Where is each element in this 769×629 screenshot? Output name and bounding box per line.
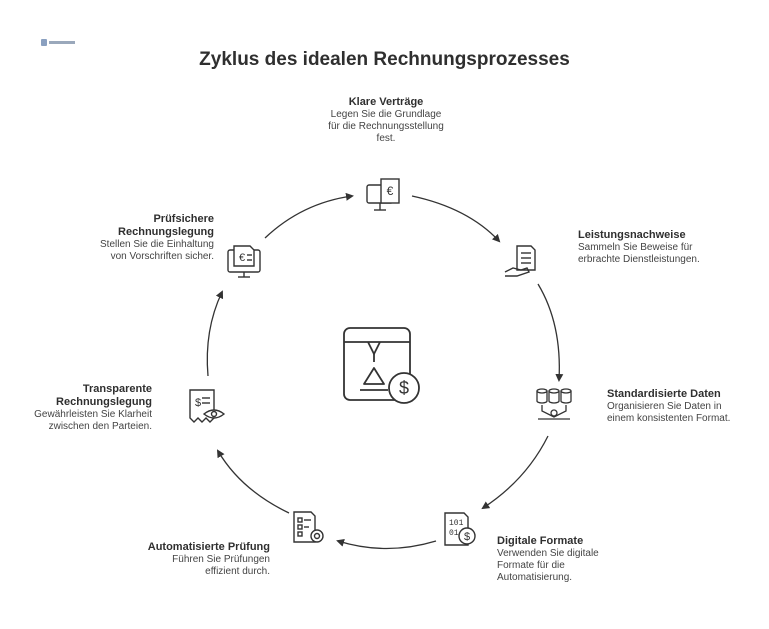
arrow-2: [538, 284, 559, 380]
step-description-line: fest.: [376, 133, 396, 144]
svg-text:101: 101: [449, 519, 464, 528]
step-title: Digitale Formate: [497, 535, 584, 547]
step-title: Rechnungslegung: [56, 396, 152, 408]
step-transparent-accounting: [10, 383, 152, 433]
step-description-line: Stellen Sie die Einhaltung: [100, 239, 214, 250]
step-digital-formats: [497, 535, 657, 584]
receipt-eye-icon: [186, 388, 226, 424]
svg-text:$: $: [463, 531, 471, 543]
arrow-6: [207, 292, 222, 376]
step-description-line: Sammeln Sie Beweise für: [578, 242, 693, 253]
binary-dollar-document-icon: [442, 511, 478, 547]
step-description-line: für die Rechnungsstellung: [328, 121, 444, 132]
diagram-title: Zyklus des idealen Rechnungsprozesses: [199, 49, 570, 70]
step-description-line: Formate für die: [497, 560, 565, 571]
arrow-5: [218, 451, 289, 513]
step-description-line: Automatisierung.: [497, 572, 573, 583]
svg-text:01: 01: [449, 529, 459, 538]
step-description-line: Organisieren Sie Daten in: [607, 401, 722, 412]
arrow-1: [412, 196, 499, 241]
step-title: Automatisierte Prüfung: [147, 541, 270, 553]
step-title: Transparente: [82, 383, 152, 395]
checklist-gear-icon: [291, 510, 327, 546]
svg-text:$: $: [195, 397, 202, 409]
step-description-line: von Vorschriften sicher.: [110, 251, 214, 262]
step-title: Klare Verträge: [348, 96, 424, 108]
svg-text:$: $: [398, 378, 410, 398]
svg-text:€: €: [238, 252, 246, 264]
step-service-evidence: [578, 229, 758, 266]
step-description-line: Verwenden Sie digitale: [497, 548, 599, 559]
step-description-line: effizient durch.: [205, 566, 270, 577]
svg-text:€: €: [386, 184, 394, 198]
step-title: Rechnungslegung: [118, 226, 214, 238]
step-description-line: Führen Sie Prüfungen: [172, 554, 270, 565]
arrow-3: [483, 436, 548, 508]
arrow-7: [265, 196, 352, 238]
step-description-line: Gewährleisten Sie Klarheit: [34, 409, 152, 420]
step-automated-check: [110, 541, 270, 578]
database-stack-icon: [534, 387, 574, 423]
step-title: Standardisierte Daten: [607, 388, 721, 400]
step-clear-contracts: [296, 96, 476, 145]
contract-monitor-euro-icon: [365, 177, 405, 215]
invoice-hourglass-dollar-icon: [338, 322, 428, 408]
step-title: Prüfsichere: [153, 213, 214, 225]
step-audit-proof-accounting: [40, 213, 214, 263]
step-description-line: zwischen den Parteien.: [48, 421, 152, 432]
step-title: Leistungsnachweise: [578, 229, 686, 241]
arrow-4: [338, 541, 436, 549]
hand-document-icon: [503, 244, 539, 280]
step-standardized-data: [607, 388, 767, 425]
step-description-line: erbrachte Dienstleistungen.: [578, 254, 700, 265]
step-description-line: einem konsistenten Format.: [607, 413, 731, 424]
step-description-line: Legen Sie die Grundlage: [330, 109, 442, 120]
invoice-monitor-euro-icon: [226, 244, 264, 280]
